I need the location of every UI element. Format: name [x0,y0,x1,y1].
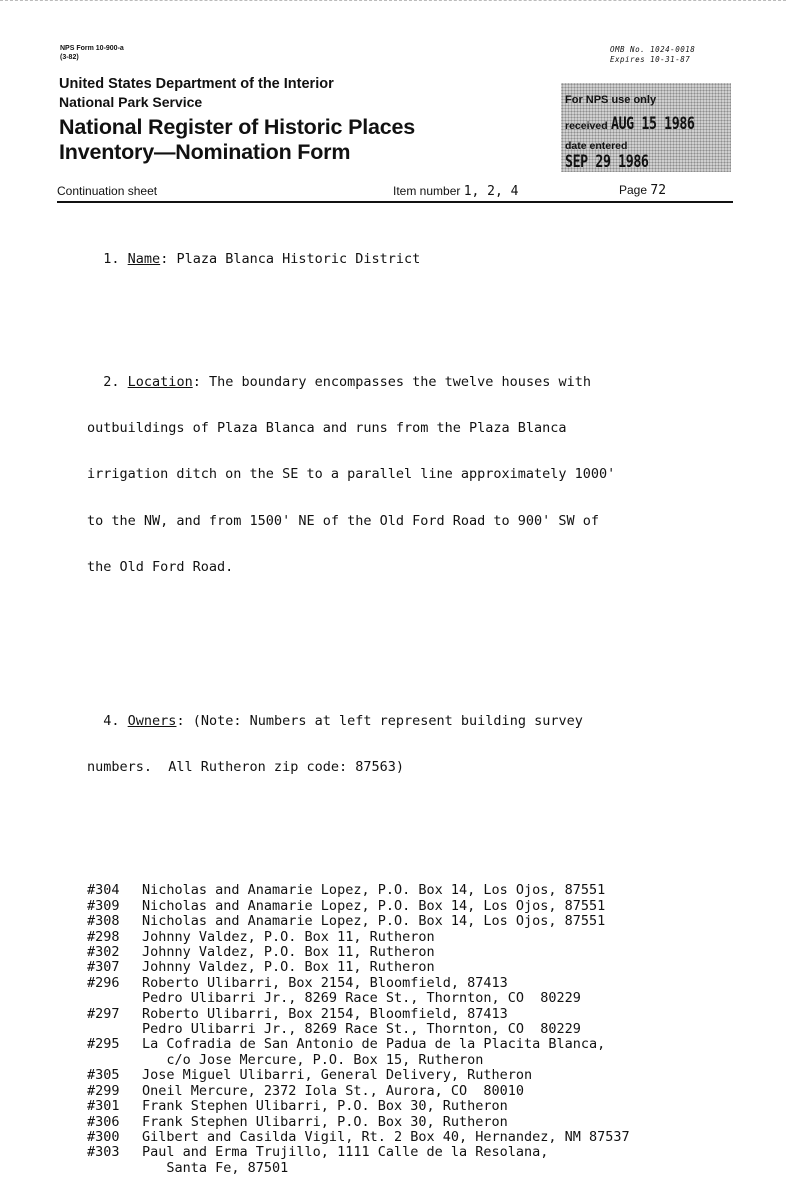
document-body [87,221,727,1192]
owner-entry [87,1084,727,1099]
owner-details: Roberto Ulibarri, Box 2154, Bloomfield, 87413 [142,1005,508,1022]
owner-entry [87,945,727,960]
owner-entry [87,1145,727,1160]
owner-entry [87,1068,727,1083]
location-line-3: irrigation ditch on the SE to a parallel line approximately 1000' [87,466,616,483]
owner-survey-number: #308 [87,913,120,930]
owner-details: Roberto Ulibarri, Box 2154, Bloomfield, 87413 [142,974,508,991]
service-name: National Park Service [59,94,203,110]
owner-entry [87,1161,727,1176]
owner-survey-number: #301 [87,1098,120,1115]
owner-survey-number [87,1053,142,1068]
owner-survey-number: #304 [87,882,120,899]
title-line-2: Inventory—Nomination Form [59,140,351,164]
page-value: 72 [650,183,667,198]
owner-details: Pedro Ulibarri Jr., 8269 Race St., Thornton, CO 80229 [142,990,581,1007]
item-number-label: Item number [393,184,461,198]
owner-details: c/o Jose Mercure, P.O. Box 15, Rutheron [142,1051,484,1068]
stamp-label: For NPS use only [565,94,657,106]
owner-details: Johnny Valdez, P.O. Box 11, Rutheron [142,928,435,945]
owner-survey-number: #295 [87,1036,120,1053]
owner-details: Frank Stephen Ulibarri, P.O. Box 30, Rutheron [142,1113,508,1130]
stamp-received-row [565,114,718,134]
owner-details: Johnny Valdez, P.O. Box 11, Rutheron [142,959,435,976]
section-name-number: 1. [103,250,120,267]
owner-survey-number [87,991,142,1006]
owner-details: Santa Fe, 87501 [142,1159,289,1176]
omb-expires: Expires 10-31-87 [610,55,691,64]
owner-details: Frank Stephen Ulibarri, P.O. Box 30, Rutheron [142,1098,508,1115]
owner-entry [87,930,727,945]
owner-entry [87,1099,727,1114]
owner-details: Pedro Ulibarri Jr., 8269 Race St., Thornton, CO 80229 [142,1021,581,1038]
department-name: United States Department of the Interior [59,76,334,92]
owner-details: Nicholas and Anamarie Lopez, P.O. Box 14, Los Ojos, 87551 [142,913,606,930]
owner-survey-number: #299 [87,1082,120,1099]
owner-entry [87,1022,727,1037]
location-line-5: the Old Ford Road. [87,558,234,575]
section-location-number: 2. [103,374,120,391]
section-owners [87,683,727,806]
location-line-2: outbuildings of Plaza Blanca and runs from the Plaza Blanca [87,420,567,437]
section-name [87,252,727,267]
title-line-1: National Register of Historic Places [59,115,416,139]
owner-entry [87,991,727,1006]
owners-list [87,883,727,1176]
owner-details: Nicholas and Anamarie Lopez, P.O. Box 14, Los Ojos, 87551 [142,882,606,899]
owner-details: Johnny Valdez, P.O. Box 11, Rutheron [142,944,435,961]
owner-survey-number: #297 [87,1005,120,1022]
owner-details: Paul and Erma Trujillo, 1111 Calle de la Resolana, [142,1144,549,1161]
page-top-edge [0,0,786,1]
agency-heading [59,75,334,111]
form-title [59,115,415,165]
owner-details: Oneil Mercure, 2372 Iola St., Aurora, CO 80010 [142,1082,525,1099]
owners-line-1: : (Note: Numbers at left represent building survey [176,712,583,729]
nps-use-only-stamp [561,83,731,172]
form-number-block [60,44,124,62]
owner-survey-number: #309 [87,897,120,914]
location-line-4: to the NW, and from 1500' NE of the Old Ford Road to 900' SW of [87,512,600,529]
received-date: AUG 15 1986 [610,114,695,134]
continuation-sheet-label: Continuation sheet [57,184,158,198]
section-owners-label: Owners [127,712,177,729]
section-name-text: : Plaza Blanca Historic District [160,250,421,267]
stamp-entered-row [565,140,731,172]
entered-date: SEP 29 1986 [565,152,649,172]
owner-entry [87,899,727,914]
owner-details: La Cofradia de San Antonio de Padua de la Placita Blanca, [142,1036,606,1053]
owner-survey-number: #302 [87,944,120,961]
owner-entry [87,976,727,991]
owner-entry [87,1115,727,1130]
owner-survey-number: #305 [87,1067,120,1084]
page-field [619,183,666,198]
form-number: NPS Form 10-900-a [60,45,124,52]
continuation-row [57,182,733,202]
owner-survey-number [87,1161,142,1176]
owner-details: Nicholas and Anamarie Lopez, P.O. Box 14, Los Ojos, 87551 [142,897,606,914]
owner-entry [87,883,727,898]
owner-details: Jose Miguel Ulibarri, General Delivery, Rutheron [142,1067,533,1084]
header-rule [57,201,733,203]
entered-label: date entered [565,140,628,152]
owners-line-2: numbers. All Rutheron zip code: 87563) [87,759,404,776]
form-revision: (3-82) [60,54,79,61]
owner-survey-number: #300 [87,1128,120,1145]
owner-entry [87,1053,727,1068]
owner-survey-number: #307 [87,959,120,976]
owner-survey-number: #298 [87,928,120,945]
page-label: Page [619,183,648,197]
owner-entry [87,1007,727,1022]
omb-number: OMB No. 1024-0018 [610,45,696,54]
owner-survey-number: #303 [87,1144,120,1161]
owner-entry [87,1037,727,1052]
item-number-field [393,184,519,199]
owner-details: Gilbert and Casilda Vigil, Rt. 2 Box 40, Hernandez, NM 87537 [142,1128,630,1145]
owner-survey-number [87,1022,142,1037]
section-name-label: Name [127,250,161,267]
owner-entry [87,914,727,929]
owner-entry [87,960,727,975]
omb-block [610,45,695,65]
received-label: received [565,120,608,132]
location-line-1: : The boundary encompasses the twelve houses with [192,374,591,391]
section-owners-number: 4. [103,712,120,729]
owner-survey-number: #296 [87,974,120,991]
owner-survey-number: #306 [87,1113,120,1130]
section-location-label: Location [127,374,193,391]
owner-entry [87,1130,727,1145]
item-number-value: 1, 2, 4 [463,184,519,199]
section-location [87,344,727,606]
